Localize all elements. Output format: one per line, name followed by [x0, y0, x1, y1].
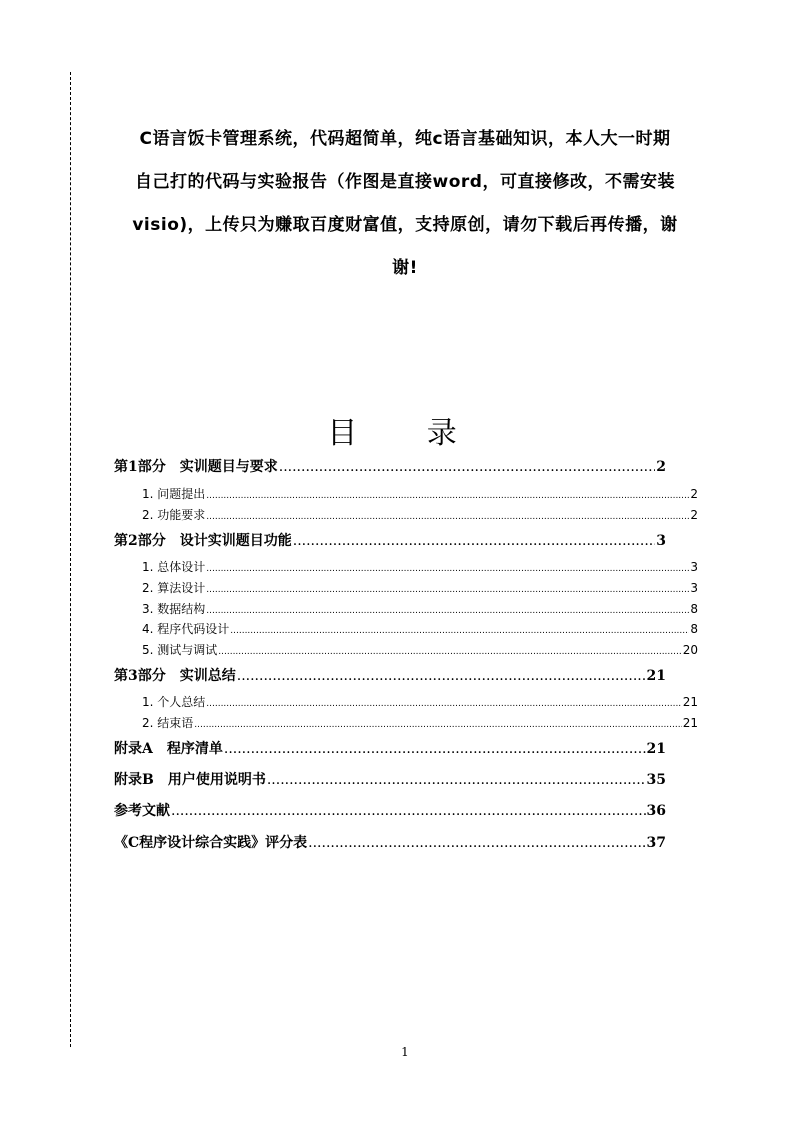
- toc-entry-1-2[interactable]: 2. 功能要求 ..... 2: [142, 506, 698, 523]
- toc-entry-references[interactable]: 参考文献 ..... 36: [114, 800, 666, 820]
- intro-line-2: 自己打的代码与实验报告（作图是直接word，可直接修改，不需安装: [135, 172, 675, 192]
- toc-page-number: 21: [646, 741, 666, 757]
- dot-leader: [206, 699, 681, 709]
- dot-leader: [206, 585, 689, 595]
- toc-entry-3-1[interactable]: 1. 个人总结 ..... 21: [142, 693, 698, 710]
- toc-entry-part-3[interactable]: 第3部分 实训总结 ..... 21: [114, 665, 666, 685]
- toc-page-number: 36: [646, 803, 666, 819]
- toc-page-number: 8: [690, 602, 698, 616]
- toc-page-number: 8: [690, 622, 698, 636]
- dot-leader: [206, 606, 689, 616]
- toc-page-number: 3: [690, 581, 698, 595]
- toc-entry-appendix-a[interactable]: 附录A 程序清单 ..... 21: [114, 738, 666, 758]
- toc-entry-2-2[interactable]: 2. 算法设计 ..... 3: [142, 579, 698, 596]
- toc-page-number: 2: [690, 487, 698, 501]
- toc-page-number: 3: [656, 533, 666, 549]
- dot-leader: [293, 533, 656, 549]
- dot-leader: [279, 459, 656, 475]
- toc-page-number: 21: [682, 716, 698, 730]
- dot-leader: [308, 835, 645, 851]
- toc-entry-appendix-b[interactable]: 附录B 用户使用说明书 ..... 35: [114, 769, 666, 789]
- toc-page-number: 2: [690, 508, 698, 522]
- toc-entry-2-5[interactable]: 5. 测试与调试 ..... 20: [142, 641, 698, 658]
- toc-entry-3-2[interactable]: 2. 结束语 ..... 21: [142, 714, 698, 731]
- toc-entry-part-1[interactable]: 第1部分 实训题目与要求 ..... 2: [114, 456, 666, 476]
- toc-entry-2-4[interactable]: 4. 程序代码设计 ..... 8: [142, 620, 698, 637]
- toc-page-number: 20: [682, 643, 698, 657]
- toc-page-number: 21: [646, 668, 666, 684]
- dot-leader: [171, 803, 646, 819]
- toc-page-number: 35: [646, 772, 666, 788]
- dot-leader: [224, 741, 646, 757]
- intro-paragraph: [110, 118, 700, 290]
- intro-line-3: visio)，上传只为赚取百度财富值，支持原创，请勿下载后再传播，谢: [132, 215, 678, 235]
- toc-page-number: 3: [690, 560, 698, 574]
- toc-page-number: 37: [646, 835, 666, 851]
- toc-entry-2-3[interactable]: 3. 数据结构 ..... 8: [142, 600, 698, 617]
- dot-leader: [194, 720, 681, 730]
- toc-entry-1-1[interactable]: 1. 问题提出 ..... 2: [142, 485, 698, 502]
- dot-leader: [237, 668, 646, 684]
- dot-leader: [206, 564, 689, 574]
- binding-dashed-line: [70, 72, 71, 1047]
- toc-title: 目 录: [327, 416, 487, 451]
- dot-leader: [206, 491, 689, 501]
- page-number: 1: [401, 1045, 409, 1059]
- intro-line-4: 谢!: [392, 258, 418, 278]
- intro-line-1: C语言饭卡管理系统，代码超简单，纯c语言基础知识，本人大一时期: [139, 129, 671, 149]
- dot-leader: [267, 772, 646, 788]
- toc-entry-part-2[interactable]: 第2部分 设计实训题目功能 ..... 3: [114, 530, 666, 550]
- dot-leader: [218, 647, 681, 657]
- dot-leader: [206, 512, 689, 522]
- toc-entry-2-1[interactable]: 1. 总体设计 ..... 3: [142, 558, 698, 575]
- toc-page-number: 21: [682, 695, 698, 709]
- toc-entry-score-sheet[interactable]: 《C程序设计综合实践》评分表 ..... 37: [114, 832, 666, 852]
- dot-leader: [230, 626, 689, 636]
- toc-page-number: 2: [656, 459, 666, 475]
